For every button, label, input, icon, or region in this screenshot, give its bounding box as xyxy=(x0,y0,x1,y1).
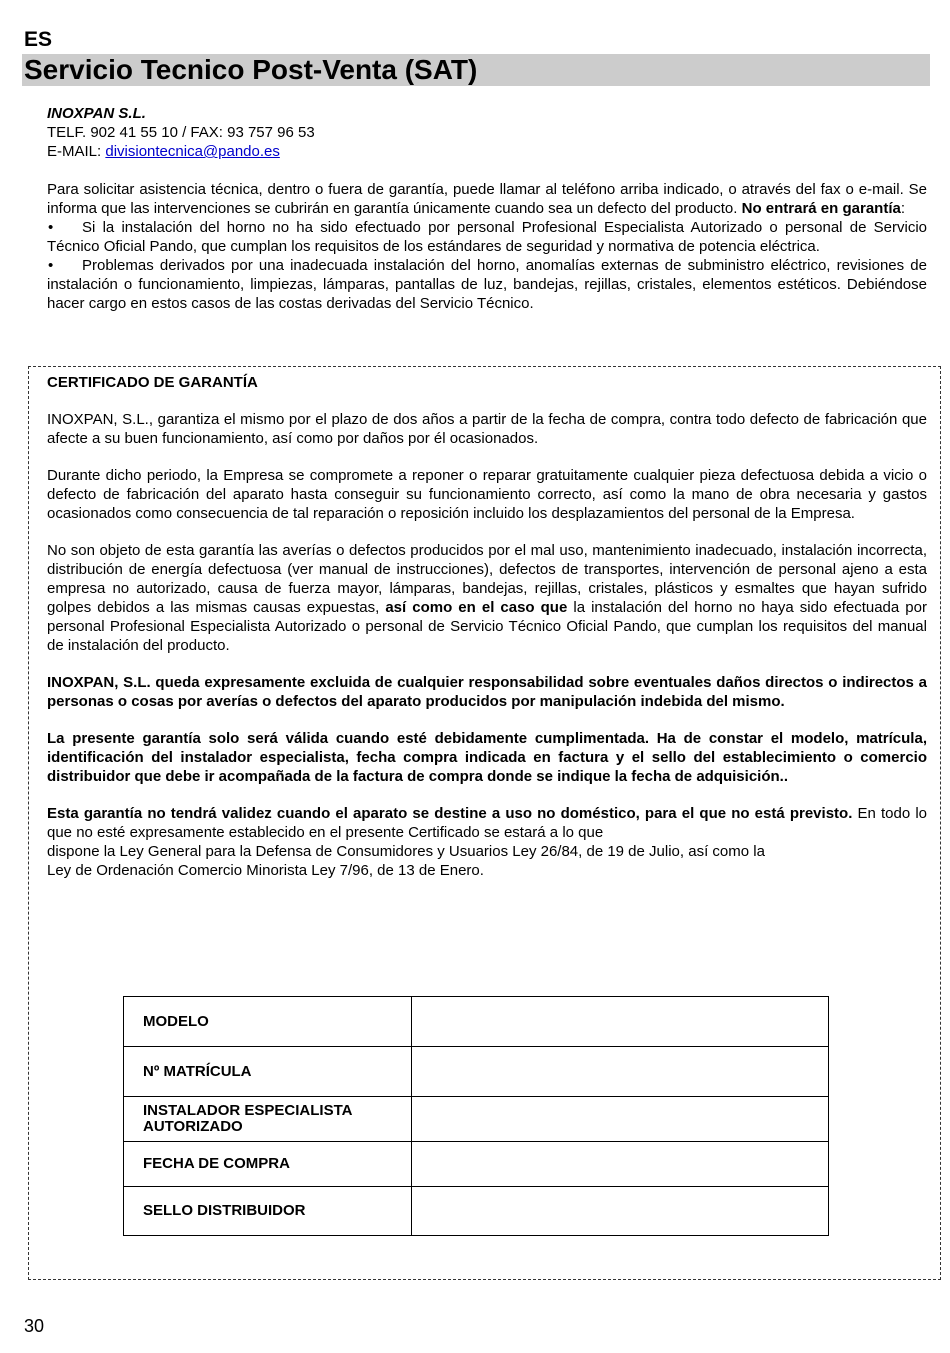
form-row xyxy=(124,1142,829,1187)
paragraph-text: la instalación del horno no haya sido efectuada por personal Profesional Especialista Autorizado o personal de Servicio Técnico Oficial Pando, que cumplan los requisitos del manual de instalación del producto. xyxy=(47,599,927,654)
form-row xyxy=(124,1097,829,1142)
certificate-paragraph: Durante dicho periodo, la Empresa se compromete a reponer o reparar gratuitamente cualquier pieza defectuosa debida a vicio o defecto de fabricación del aparato hasta conseguir su funcionamiento correcto, así como la mano de obra necesaria y gastos ocasionados como consecuencia de tal reparación o reposición incluido los desplazamientos del personal de la Empresa. xyxy=(47,467,927,522)
page-title: Servicio Tecnico Post-Venta (SAT) xyxy=(24,54,478,85)
form-value-field[interactable] xyxy=(411,1097,828,1142)
form-value-field[interactable] xyxy=(411,1142,828,1187)
form-label: SELLO DISTRIBUIDOR xyxy=(124,1187,412,1236)
form-label: Nº MATRÍCULA xyxy=(124,1047,412,1097)
intro-text: Para solicitar asistencia técnica, dentro o fuera de garantía, puede llamar al teléfono arriba indicado, o através del fax o e-mail. Se informa que las intervenciones se cubrirán en garantía únicamente cuando sea un defecto del producto. xyxy=(47,181,927,217)
title-bar xyxy=(22,54,930,86)
language-code: ES xyxy=(24,28,53,51)
form-row xyxy=(124,1187,829,1236)
phone-fax-line: TELF. 902 41 55 10 / FAX: 93 757 96 53 xyxy=(47,124,315,141)
form-row xyxy=(124,1047,829,1097)
page-number: 30 xyxy=(24,1316,45,1336)
bullet-text: Problemas derivados por una inadecuada instalación del horno, anomalías externas de subministro eléctrico, revisiones de instalación o funcionamiento, limpiezas, lámparas, pantallas de luz, bandejas, rejillas, cristales, elementos estéticos. Debiéndose hacer cargo en estos casos de las costas derivadas del Servicio Técnico. xyxy=(47,257,927,312)
certificate-paragraph xyxy=(47,541,927,655)
contact-block xyxy=(47,104,315,161)
no-cover-suffix: : xyxy=(900,200,905,217)
form-label: FECHA DE COMPRA xyxy=(124,1142,412,1187)
intro-paragraph xyxy=(47,180,927,218)
paragraph-text: No son objeto de esta garantía las averías o defectos producidos por el mal uso, mantenimiento inadecuado, instalación incorrecta, distribución de energía defectuosa (ver manual de instrucciones), defectos de transportes, intervención de personal ajeno a esta empresa no autorizado, causa de fuerza mayor, lámparas, bandejas, rejillas, cristales, plásticos y esmaltes que hayan sufrido golpes debidos a las mismas causas expuestas, xyxy=(47,542,927,616)
email-line xyxy=(47,142,315,161)
bullet-text: Si la instalación del horno no ha sido efectuado por personal Profesional Especialista Autorizado o personal de Servicio Técnico Oficial Pando, que cumplan los requisitos de los estándares de seguridad y normativa de potencia eléctrica. xyxy=(47,219,927,255)
warranty-form-table xyxy=(123,996,829,1236)
paragraph-bold-text: La presente garantía solo será válida cuando esté debidamente cumplimentada. Ha de constar el modelo, matrícula, identificación del instalador especialista, fecha compra indicada en factura y el sello del establecimiento o comercio distribuidor que debe ir acompañada de la factura de compra donde se indique la fecha de adquisición.. xyxy=(47,730,927,785)
certificate-section xyxy=(47,373,927,898)
bullet-item xyxy=(47,256,927,313)
intro-section xyxy=(47,180,927,313)
company-name: INOXPAN S.L. xyxy=(47,105,146,122)
email-label: E-MAIL: xyxy=(47,143,106,160)
form-row xyxy=(124,997,829,1047)
form-label: INSTALADOR ESPECIALISTA AUTORIZADO xyxy=(124,1097,412,1142)
form-value-field[interactable] xyxy=(411,1187,828,1236)
bullet-icon: • xyxy=(48,257,54,274)
certificate-paragraph-bold xyxy=(47,673,927,711)
form-label: MODELO xyxy=(124,997,412,1047)
certificate-heading: CERTIFICADO DE GARANTÍA xyxy=(47,374,258,391)
bullet-icon: • xyxy=(48,219,54,236)
form-value-field[interactable] xyxy=(411,1047,828,1097)
paragraph-bold-text: Esta garantía no tendrá validez cuando el aparato se destine a uso no doméstico, para el que no está previsto. xyxy=(47,805,853,822)
certificate-paragraph-bold xyxy=(47,729,927,786)
form-value-field[interactable] xyxy=(411,997,828,1047)
paragraph-bold-text: así como en el caso que xyxy=(385,599,568,616)
certificate-paragraph xyxy=(47,804,927,880)
email-link[interactable]: divisiontecnica@pando.es xyxy=(105,143,280,160)
paragraph-line: dispone la Ley General para la Defensa de Consumidores y Usuarios Ley 26/84, de 19 de Julio, así como la xyxy=(47,843,765,860)
paragraph-text: En todo lo que no esté expresamente establecido en el presente Certificado se estará a lo que xyxy=(47,805,927,841)
certificate-paragraph: INOXPAN, S.L., garantiza el mismo por el plazo de dos años a partir de la fecha de compra, contra todo defecto de fabricación que afecte a su buen funcionamiento, así como por daños por él ocasionados. xyxy=(47,411,927,447)
no-cover-label: No entrará en garantía xyxy=(741,200,901,217)
paragraph-line: Ley de Ordenación Comercio Minorista Ley 7/96, de 13 de Enero. xyxy=(47,862,484,879)
paragraph-bold-text: INOXPAN, S.L. queda expresamente excluida de cualquier responsabilidad sobre eventuales daños directos o indirectos a personas o cosas por averías o defectos del aparato producidos por manipulación indebida del mismo. xyxy=(47,674,927,710)
bullet-item xyxy=(47,218,927,256)
